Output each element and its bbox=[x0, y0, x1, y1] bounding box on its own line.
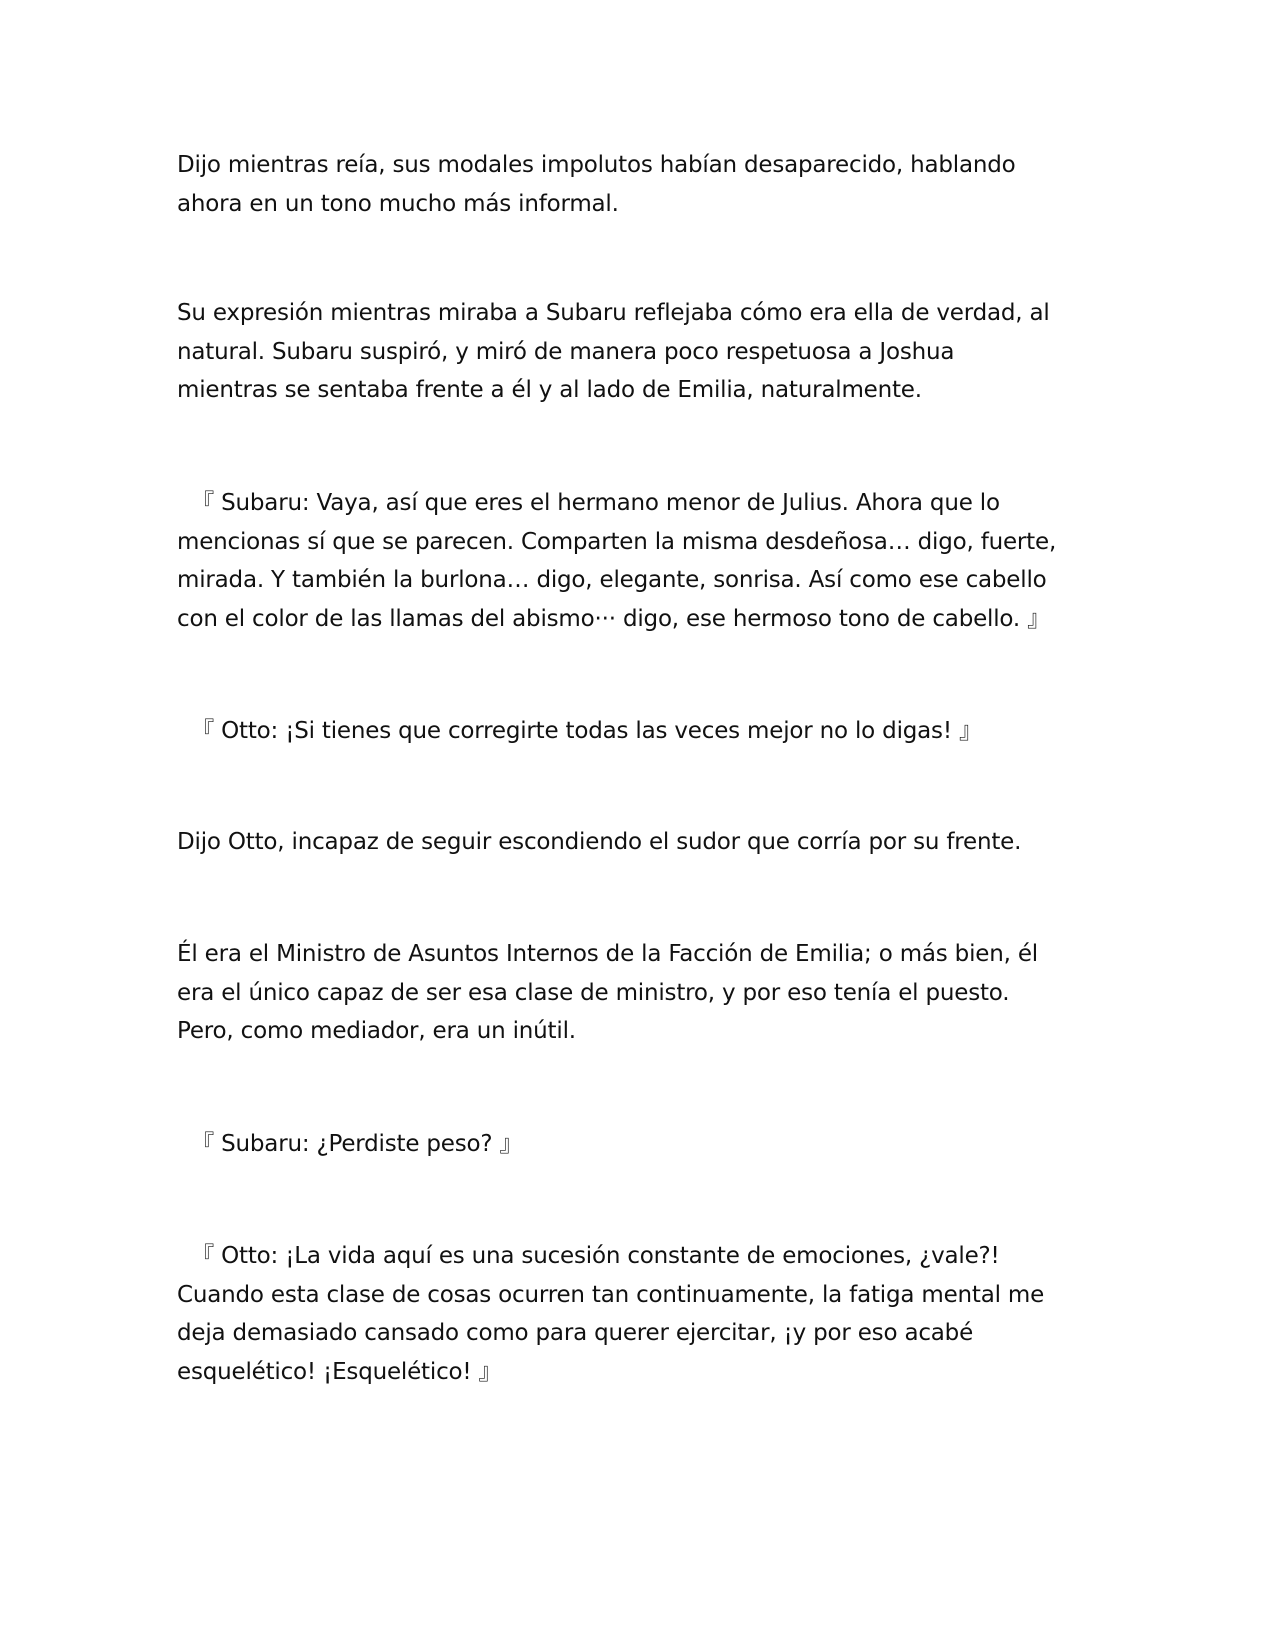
paragraph-narration-3 bbox=[177, 823, 1097, 862]
text-line: 『 Subaru: Vaya, así que eres el hermano menor de Julius. Ahora que lo bbox=[177, 490, 1000, 516]
text-line: 『 Otto: ¡Si tienes que corregirte todas las veces mejor no lo digas! 』 bbox=[177, 718, 982, 744]
paragraph-narration-2 bbox=[177, 294, 1097, 410]
text-line: ahora en un tono mucho más informal. bbox=[177, 190, 619, 217]
text-line: esquelético! ¡Esquelético! 』 bbox=[177, 1358, 502, 1385]
paragraph-dialogue-otto-2 bbox=[177, 1237, 1097, 1391]
text-line: 『 Otto: ¡La vida aquí es una sucesión constante de emociones, ¿vale?! bbox=[177, 1243, 1000, 1269]
text-line: 『 Subaru: ¿Perdiste peso? 』 bbox=[177, 1131, 523, 1157]
text-line: con el color de las llamas del abismo··· digo, ese hermoso tono de cabello. 』 bbox=[177, 605, 1050, 632]
text-line: Pero, como mediador, era un inútil. bbox=[177, 1018, 576, 1044]
paragraph-narration-1 bbox=[177, 146, 1097, 223]
text-line: Dijo Otto, incapaz de seguir escondiendo el sudor que corría por su frente. bbox=[177, 829, 1022, 855]
paragraph-dialogue-subaru-2 bbox=[177, 1125, 1097, 1164]
text-line: era el único capaz de ser esa clase de ministro, y por eso tenía el puesto. bbox=[177, 979, 1010, 1006]
text-line: deja demasiado cansado como para querer ejercitar, ¡y por eso acabé bbox=[177, 1320, 974, 1346]
text-line: Cuando esta clase de cosas ocurren tan continuamente, la fatiga mental me bbox=[177, 1281, 1045, 1308]
text-line: Él era el Ministro de Asuntos Internos de la Facción de Emilia; o más bien, él bbox=[177, 941, 1038, 967]
text-line: mencionas sí que se parecen. Comparten la misma desdeñosa… digo, fuerte, bbox=[177, 528, 1057, 555]
paragraph-dialogue-otto-1 bbox=[177, 712, 1097, 751]
text-line: Dijo mientras reía, sus modales impolutos habían desaparecido, hablando bbox=[177, 152, 1016, 178]
text-line: mientras se sentaba frente a él y al lado de Emilia, naturalmente. bbox=[177, 377, 922, 403]
text-line: natural. Subaru suspiró, y miró de manera poco respetuosa a Joshua bbox=[177, 338, 955, 365]
text-line: Su expresión mientras miraba a Subaru reflejaba cómo era ella de verdad, al bbox=[177, 300, 1050, 326]
text-line: mirada. Y también la burlona… digo, elegante, sonrisa. Así como ese cabello bbox=[177, 567, 1047, 593]
paragraph-narration-4 bbox=[177, 935, 1097, 1051]
paragraph-dialogue-subaru-1 bbox=[177, 484, 1097, 638]
